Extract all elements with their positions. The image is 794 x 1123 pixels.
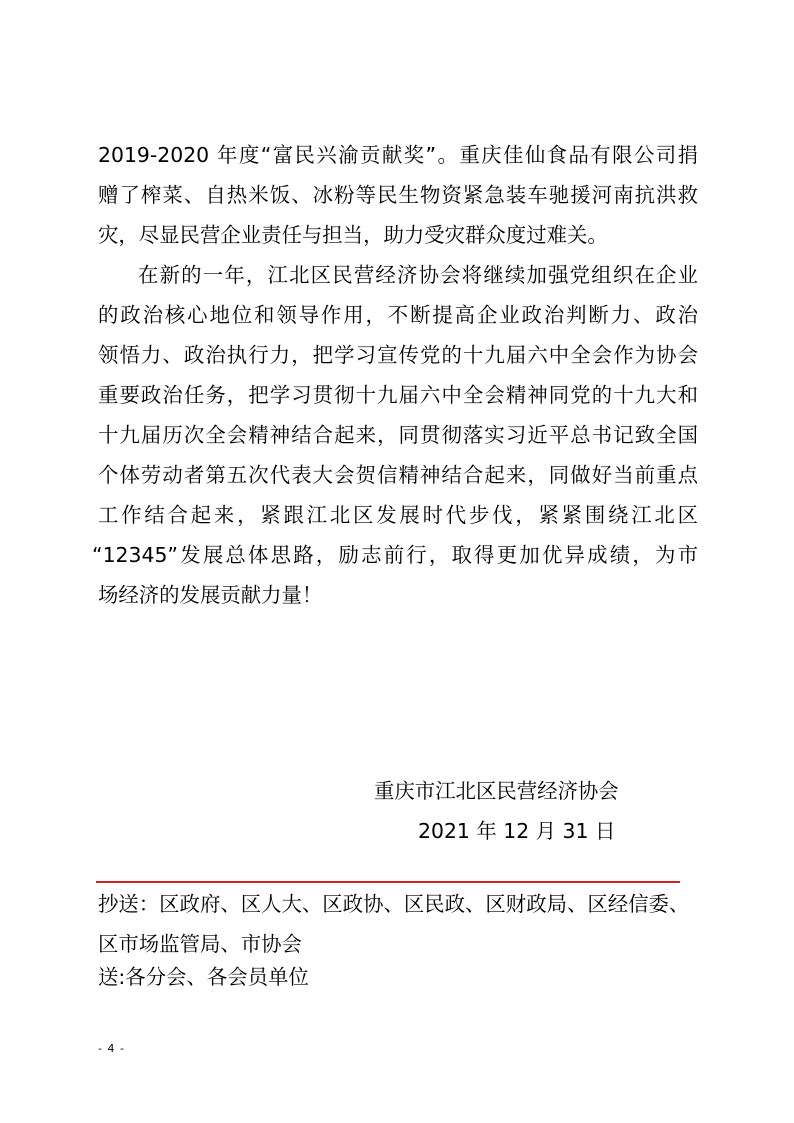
paragraph-line-12: 场经济的发展贡献力量！ <box>98 583 323 607</box>
paragraph-line-4: 在新的一年，江北区民营经济协会将继续加强党组织在企业 <box>138 263 698 287</box>
signature-organization: 重庆市江北区民营经济协会 <box>374 779 619 803</box>
paragraph-line-2: 赠了榨菜、自热米饭、冰粉等民生物资紧急装车驰援河南抗洪救 <box>98 183 698 207</box>
paragraph-line-9: 个体劳动者第五次代表大会贺信精神结合起来，同做好当前重点 <box>98 463 698 487</box>
cc-list-line-2: 区市场监管局、市协会 <box>98 932 302 956</box>
page-number: - 4 - <box>98 1042 125 1055</box>
paragraph-line-5: 的政治核心地位和领导作用，不断提高企业政治判断力、政治 <box>98 303 698 327</box>
cc-list-line-1: 抄送：区政府、区人大、区政协、区民政、区财政局、区经信委、 <box>98 892 690 916</box>
paragraph-line-8: 十九届历次全会精神结合起来，同贯彻落实习近平总书记致全国 <box>98 423 698 447</box>
paragraph-line-6: 领悟力、政治执行力，把学习宣传党的十九届六中全会作为协会 <box>98 343 698 367</box>
paragraph-line-3: 灾，尽显民营企业责任与担当，助力受灾群众度过难关。 <box>98 223 608 247</box>
paragraph-line-1: 2019-2020 年度“富民兴渝贡献奖”。重庆佳仙食品有限公司捐 <box>98 143 698 167</box>
signature-date: 2021 年 12 月 31 日 <box>418 819 616 843</box>
paragraph-line-11: “12345”发展总体思路，励志前行，取得更加优异成绩，为市 <box>92 543 698 567</box>
paragraph-line-7: 重要政治任务，把学习贯彻十九届六中全会精神同党的十九大和 <box>98 383 698 407</box>
paragraph-line-10: 工作结合起来，紧跟江北区发展时代步伐，紧紧围绕江北区 <box>98 503 698 527</box>
send-list-line: 送:各分会、各会员单位 <box>98 965 309 989</box>
red-divider <box>96 881 680 883</box>
